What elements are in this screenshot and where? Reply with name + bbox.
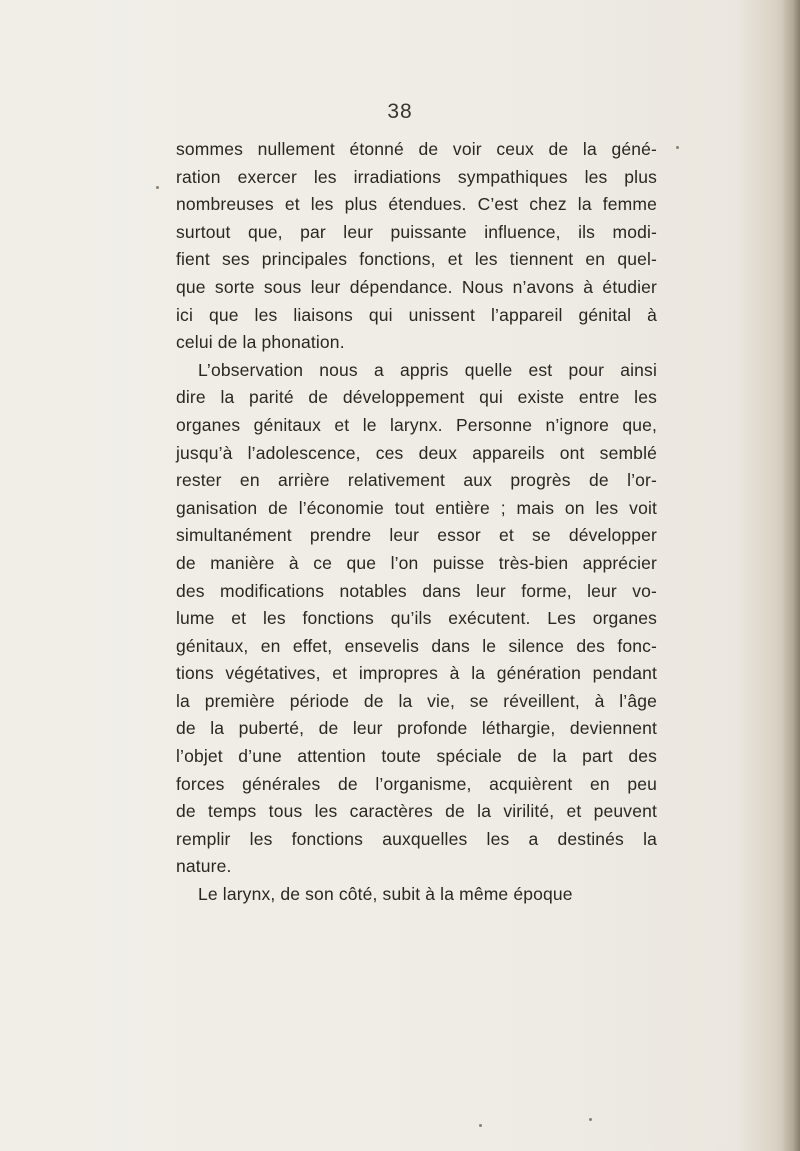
text-line: celui de la phonation. xyxy=(176,332,345,353)
text-line: tions végétatives, et impropres à la génération pendant xyxy=(176,663,657,684)
text-line: lume et les fonctions qu’ils exécutent. Les organes xyxy=(176,608,657,629)
text-line: organes génitaux et le larynx. Personne n’ignore que, xyxy=(176,414,657,435)
body-text xyxy=(176,136,657,909)
paper-speck xyxy=(589,1118,592,1121)
text-line: génitaux, en effet, ensevelis dans le silence des fonc- xyxy=(176,635,657,656)
text-line: de manière à ce que l’on puisse très-bien apprécier xyxy=(176,552,657,573)
text-line: rester en arrière relativement aux progrès de l’or- xyxy=(176,470,657,491)
text-line: sommes nullement étonné de voir ceux de la géné- xyxy=(176,139,657,159)
paper-speck xyxy=(479,1124,482,1127)
text-line: des modifications notables dans leur forme, leur vo- xyxy=(176,580,657,601)
text-line: remplir les fonctions auxquelles les a destinés la xyxy=(176,828,657,849)
paper-speck xyxy=(676,146,679,149)
text-line: de temps tous les caractères de la virilité, et peuvent xyxy=(176,801,657,822)
text-line: surtout que, par leur puissante influence, ils modi- xyxy=(176,221,657,242)
text-line: dire la parité de développement qui existe entre les xyxy=(176,387,657,408)
text-line: L’observation nous a appris quelle est pour ainsi xyxy=(198,359,657,380)
text-line: la première période de la vie, se réveillent, à l’âge xyxy=(176,690,657,711)
text-line: fient ses principales fonctions, et les tiennent en quel- xyxy=(176,249,657,270)
text-line: nature. xyxy=(176,856,232,877)
text-line: de la puberté, de leur profonde léthargie, deviennent xyxy=(176,718,657,739)
text-line: simultanément prendre leur essor et se développer xyxy=(176,525,657,546)
text-line: forces générales de l’organisme, acquièrent en peu xyxy=(176,773,657,794)
text-line: nombreuses et les plus étendues. C’est chez la femme xyxy=(176,194,657,215)
page-binding-edge xyxy=(782,0,800,1151)
text-line: jusqu’à l’adolescence, ces deux appareils ont semblé xyxy=(176,442,657,463)
page-number: 38 xyxy=(387,100,413,123)
paper-speck xyxy=(156,186,159,189)
text-line: l’objet d’une attention toute spéciale de la part des xyxy=(176,746,657,767)
text-line: Le larynx, de son côté, subit à la même époque xyxy=(198,884,573,905)
text-line: ici que les liaisons qui unissent l’appareil génital à xyxy=(176,304,657,325)
text-line: ganisation de l’économie tout entière ; mais on les voit xyxy=(176,497,657,518)
text-line: que sorte sous leur dépendance. Nous n’avons à étudier xyxy=(176,276,657,297)
text-line: ration exercer les irradiations sympathiques les plus xyxy=(176,166,657,187)
